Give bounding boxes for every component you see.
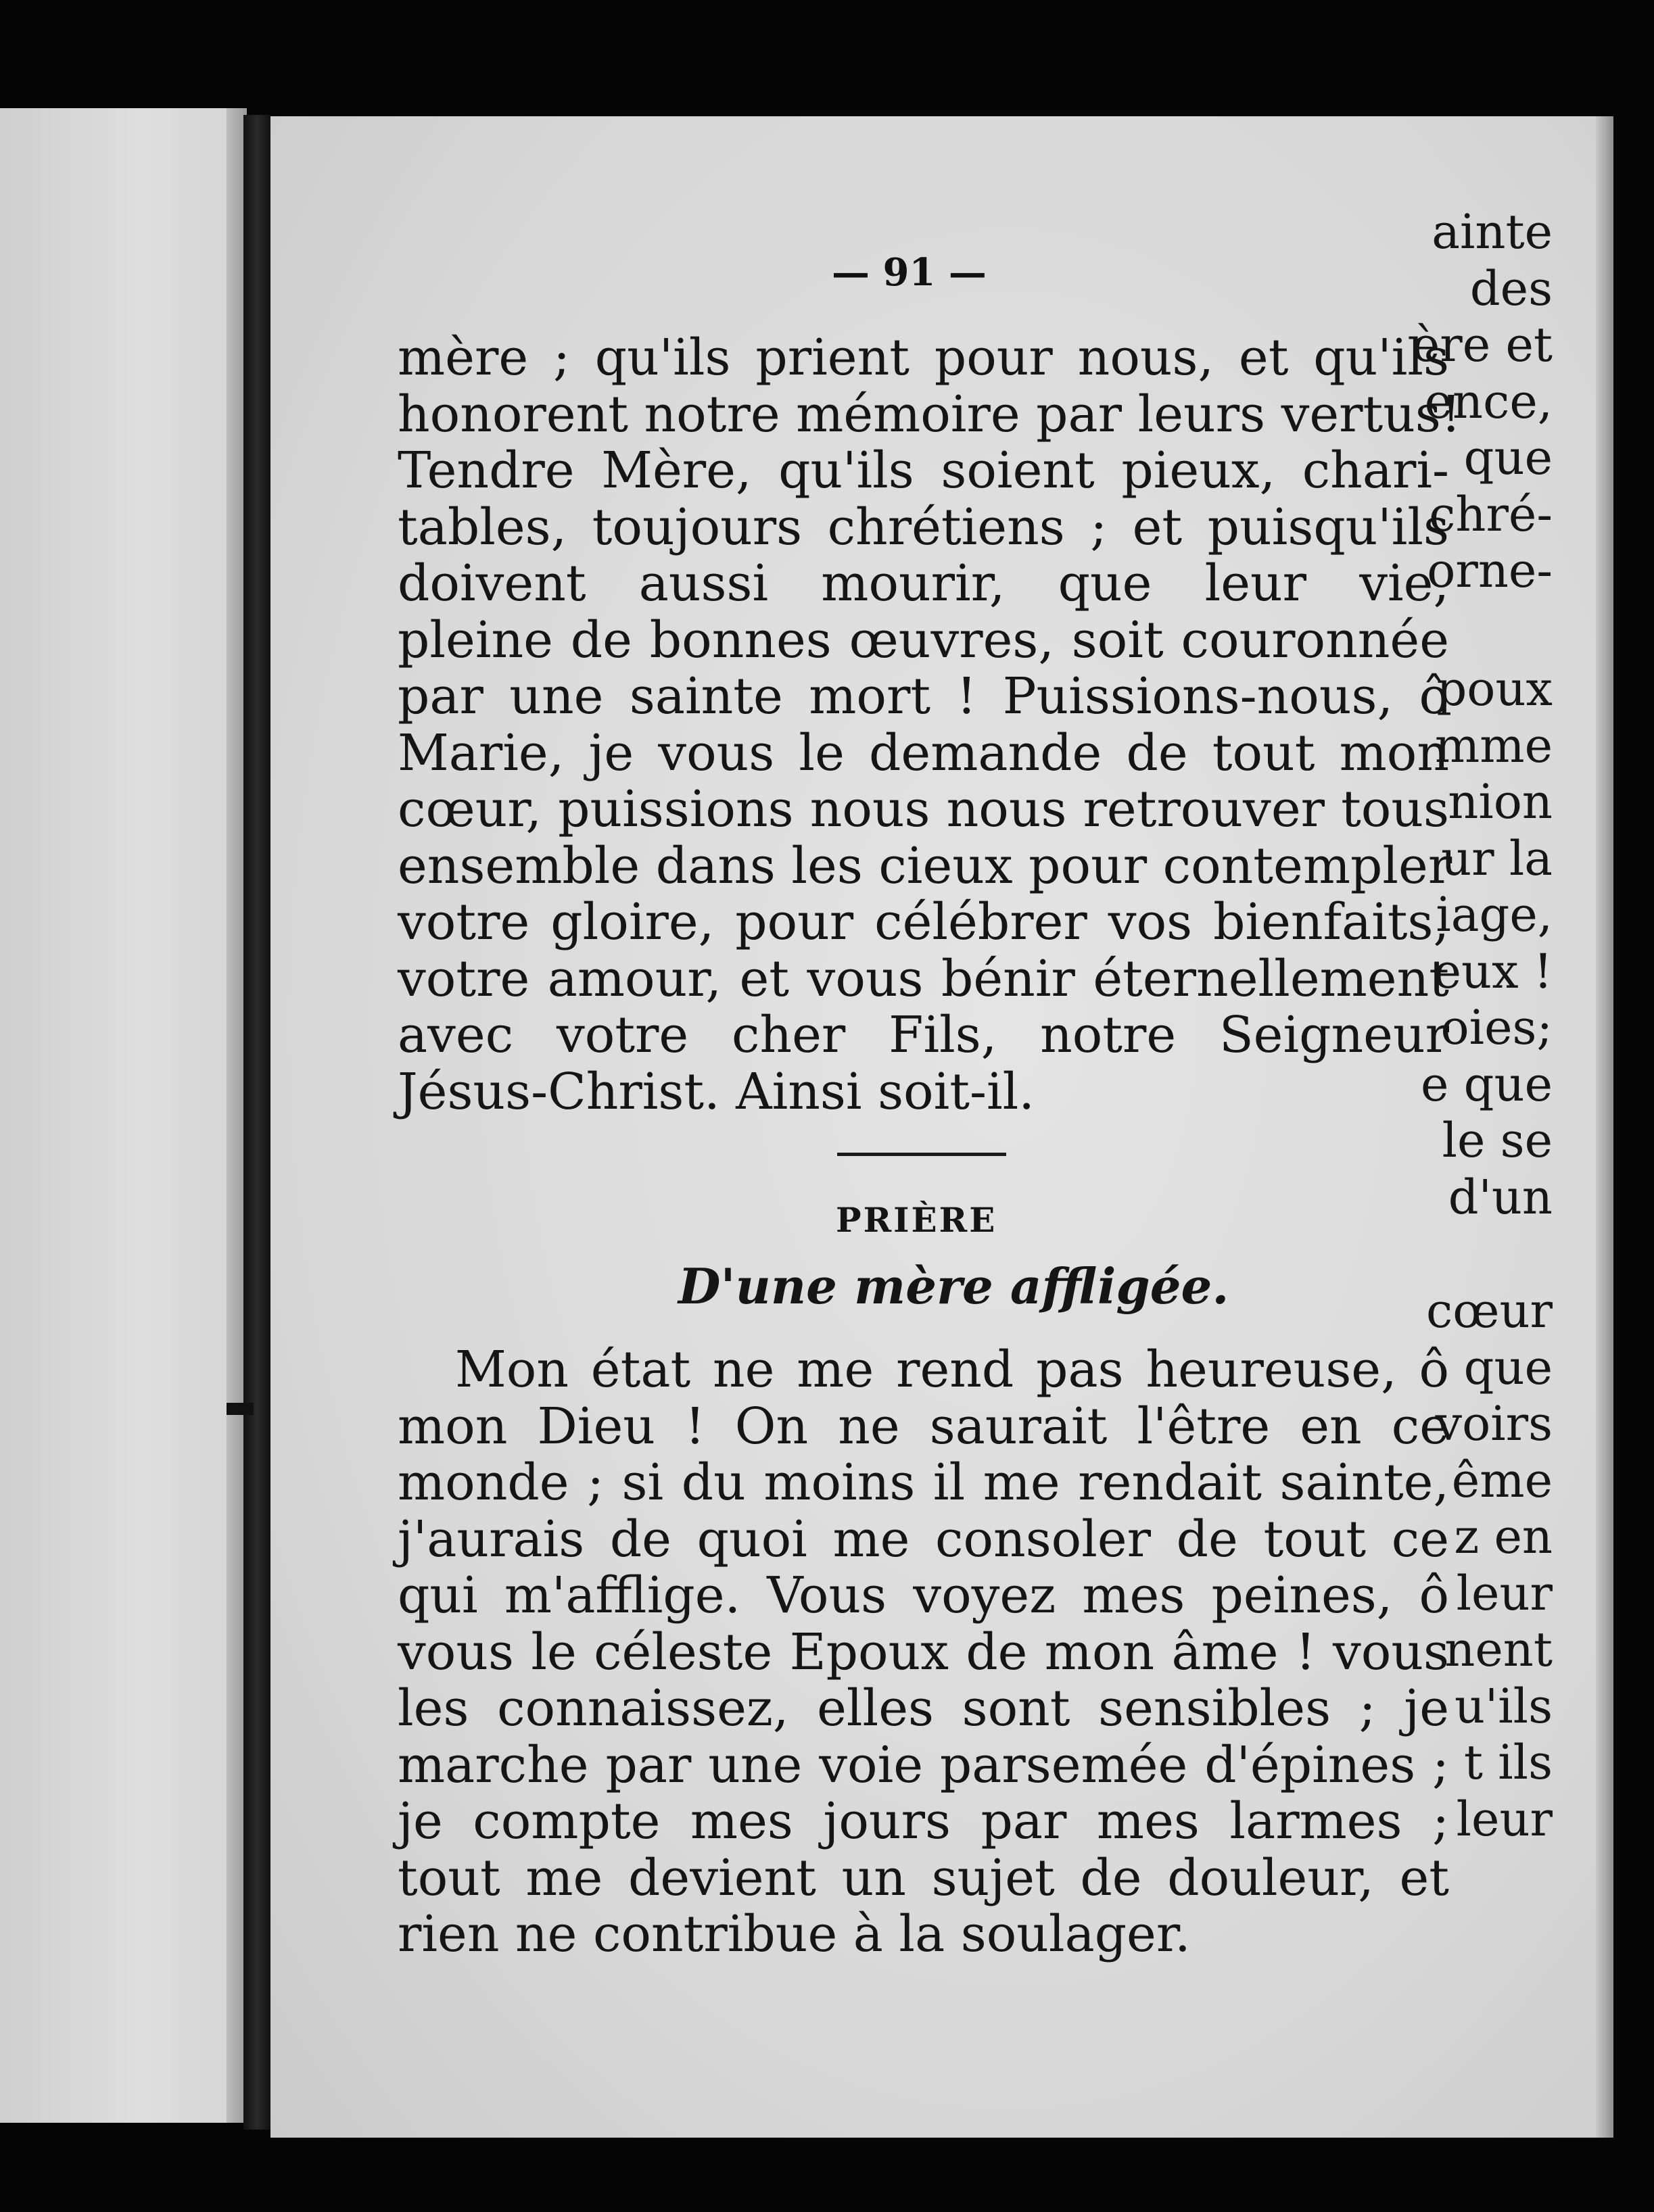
left-line: poux <box>1436 661 1553 717</box>
right-page-edge <box>1596 116 1613 2138</box>
left-line: ême <box>1451 1452 1553 1508</box>
text-line: rien ne contribue à la soulager. <box>398 1905 1191 1963</box>
left-line: ence, <box>1424 373 1553 429</box>
section-divider <box>837 1153 1006 1156</box>
text-line: Marie, je vous le demande de tout mon <box>398 723 1449 782</box>
left-line: mme <box>1434 717 1553 773</box>
prayer-subtitle: D'une mère affligée. <box>678 1257 1229 1315</box>
left-line: ainte <box>1432 204 1553 260</box>
text-line: Jésus-Christ. Ainsi soit-il. <box>398 1062 1035 1121</box>
left-line: cœur <box>1426 1283 1553 1339</box>
text-line: marche par une voie parsemée d'épines ; <box>398 1735 1449 1794</box>
text-line: mère ; qu'ils prient pour nous, et qu'ils <box>398 329 1449 387</box>
left-line: ur la <box>1441 830 1553 886</box>
left-line: nion <box>1448 774 1553 830</box>
prayer-title: PRIÈRE <box>836 1200 997 1240</box>
text-line: doivent aussi mourir, que leur vie, <box>398 554 1449 612</box>
text-line: vous le céleste Epoux de mon âme ! vous <box>398 1622 1449 1681</box>
left-line: leur <box>1456 1791 1553 1847</box>
left-line: voirs <box>1435 1396 1553 1451</box>
text-line: je compte mes jours par mes larmes ; <box>398 1792 1449 1850</box>
text-line: cœur, puissions nous nous retrouver tous <box>398 780 1449 838</box>
left-line: leur <box>1456 1565 1553 1621</box>
text-line: votre amour, et vous bénir éternellement <box>398 949 1449 1008</box>
left-line: e que <box>1421 1056 1553 1112</box>
text-line: honorent notre mémoire par leurs vertus! <box>398 385 1461 443</box>
text-line: Mon état ne me rend pas heureuse, ô <box>455 1341 1449 1399</box>
prayer-body <box>398 1342 1449 1963</box>
book-spine <box>243 115 270 2130</box>
text-line: par une sainte mort ! Puissions-nous, ô <box>398 667 1449 725</box>
left-line: u'ils <box>1454 1678 1553 1734</box>
left-line: eux ! <box>1433 943 1553 999</box>
text-line: mon Dieu ! On ne saurait l'être en ce <box>398 1397 1449 1456</box>
spine-clip-mark <box>227 1403 254 1415</box>
text-line: j'aurais de quoi me consoler de tout ce <box>398 1510 1449 1568</box>
left-line: que <box>1463 430 1553 485</box>
left-line: des <box>1469 260 1553 316</box>
text-line: pleine de bonnes œuvres, soit couronnée <box>398 610 1449 669</box>
text-line: les connaissez, elles sont sensibles ; je <box>398 1679 1449 1737</box>
text-line: ensemble dans les cieux pour contempler <box>398 836 1452 895</box>
left-line: le se <box>1442 1113 1553 1168</box>
left-line: chré- <box>1429 486 1553 542</box>
text-line: tout me devient un sujet de douleur, et <box>398 1848 1449 1907</box>
text-line: tables, toujours chrétiens ; et puisqu'ils <box>398 498 1449 556</box>
text-line: Tendre Mère, qu'ils soient pieux, chari- <box>398 441 1449 500</box>
left-line: ère et <box>1411 317 1553 372</box>
left-line: oies; <box>1440 1000 1553 1055</box>
left-line: z en <box>1454 1509 1553 1564</box>
left-line: t ils <box>1463 1735 1553 1790</box>
left-line: nent <box>1444 1622 1553 1677</box>
page-number: — 91 — <box>832 250 987 295</box>
left-line: que <box>1463 1339 1553 1395</box>
left-page <box>0 108 233 2123</box>
left-line: orne- <box>1427 543 1553 598</box>
left-line: iage, <box>1436 887 1553 942</box>
text-line: monde ; si du moins il me rendait sainte, <box>398 1453 1449 1512</box>
text-line: avec votre cher Fils, notre Seigneur <box>398 1006 1449 1064</box>
text-line: votre gloire, pour célébrer vos bienfaits, <box>398 893 1449 951</box>
paragraph-ending-prayer <box>398 329 1461 1121</box>
text-line: qui m'afflige. Vous voyez mes peines, ô <box>398 1566 1449 1625</box>
left-line: d'un <box>1448 1169 1553 1225</box>
